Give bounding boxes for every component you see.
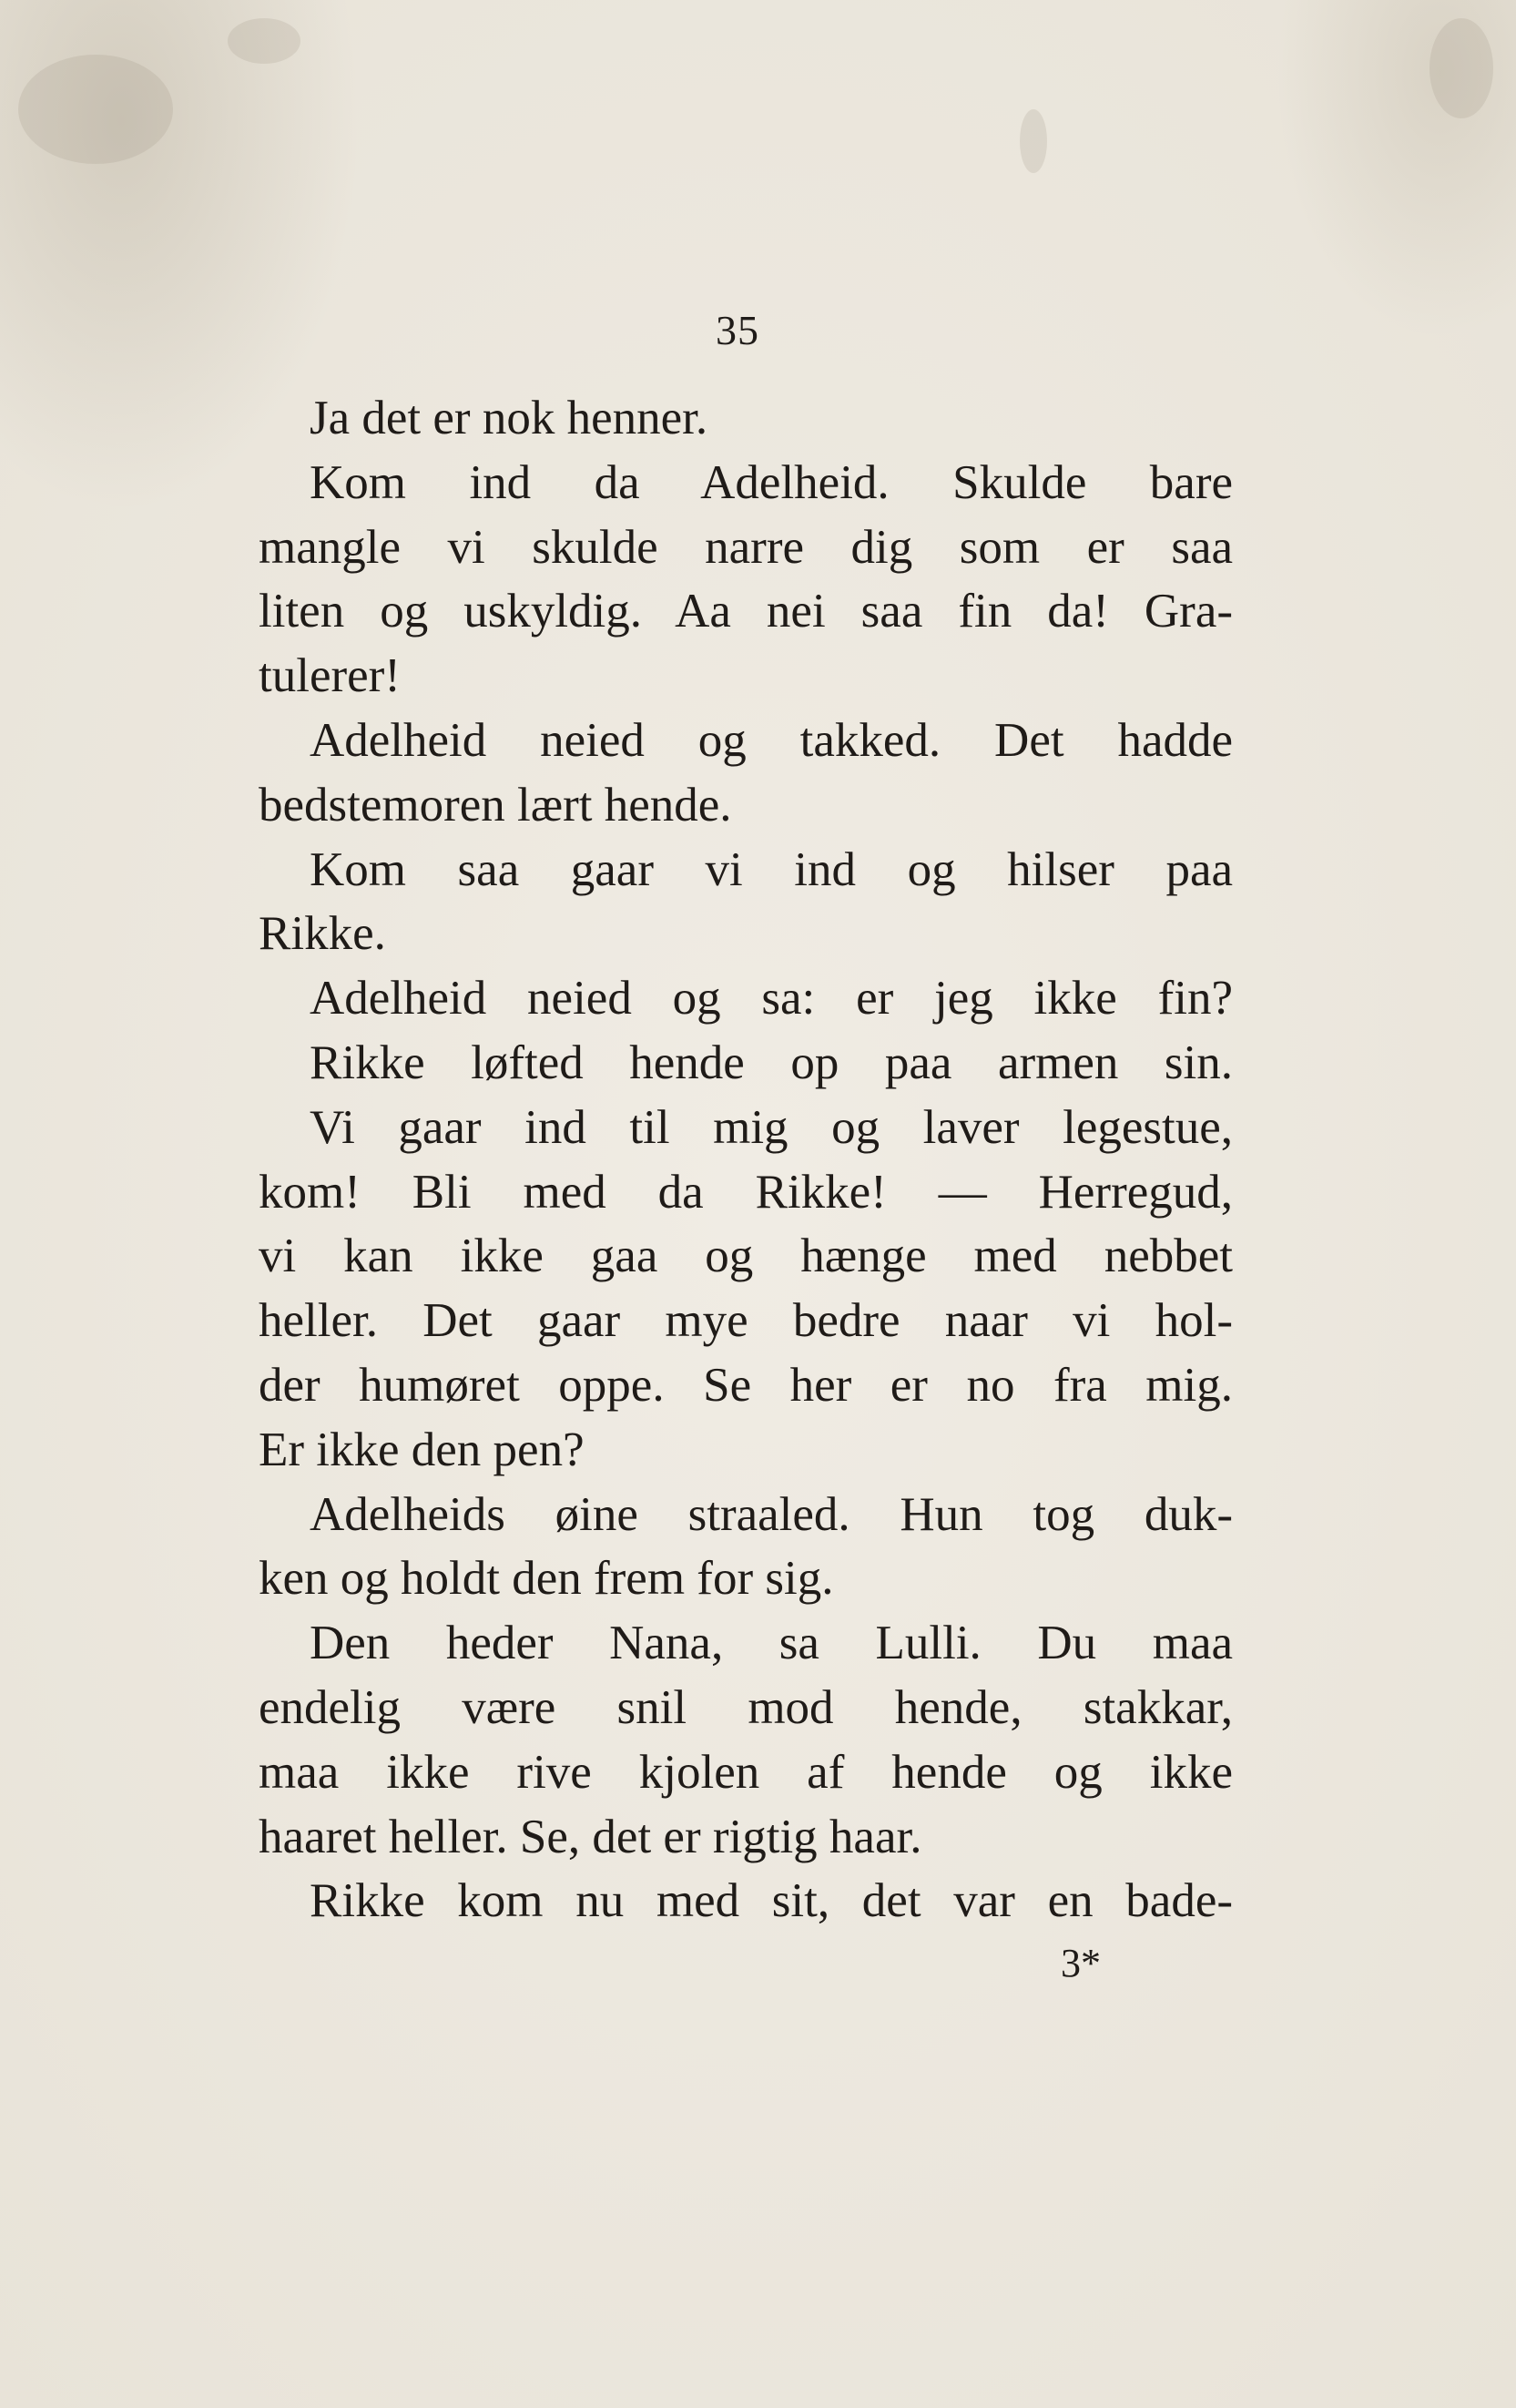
text-line: heller. Det gaar mye bedre naar vi hol- <box>259 1294 1233 1348</box>
text-line: endelig være snil mod hende, stakkar, <box>259 1680 1233 1734</box>
text-line: vi kan ikke gaa og hænge med nebbet <box>259 1230 1233 1283</box>
text-line: Rikke kom nu med sit, det var en bade- <box>310 1874 1233 1928</box>
body-text <box>259 386 1233 1934</box>
page-stain <box>228 18 300 64</box>
text-line: mangle vi skulde narre dig som er saa <box>259 520 1233 574</box>
text-line: Adelheids øine straaled. Hun tog duk- <box>310 1487 1233 1541</box>
text-line: Rikke. <box>259 907 386 961</box>
text-line: maa ikke rive kjolen af hende og ikke <box>259 1745 1233 1799</box>
page-number: 35 <box>716 307 759 353</box>
text-line: ken og holdt den frem for sig. <box>259 1552 834 1606</box>
text-line: haaret heller. Se, det er rigtig haar. <box>259 1810 922 1863</box>
text-line: Rikke løfted hende op paa armen sin. <box>310 1036 1233 1089</box>
text-line: Den heder Nana, sa Lulli. Du maa <box>310 1617 1233 1670</box>
text-line: bedstemoren lært hende. <box>259 778 732 832</box>
page-stain <box>18 55 173 164</box>
text-line: Vi gaar ind til mig og laver legestue, <box>310 1100 1233 1154</box>
text-line: Kom ind da Adelheid. Skulde bare <box>310 455 1233 509</box>
text-line: kom! Bli med da Rikke! — Herregud, <box>259 1165 1233 1219</box>
text-line: Adelheid neied og sa: er jeg ikke fin? <box>310 972 1233 1025</box>
text-line: liten og uskyldig. Aa nei saa fin da! Gra- <box>259 585 1233 638</box>
text-line: Kom saa gaar vi ind og hilser paa <box>310 842 1233 896</box>
signature-mark: 3* <box>1061 1941 1101 1985</box>
text-line: tulerer! <box>259 649 401 703</box>
page-stain <box>1430 18 1493 118</box>
text-line: Adelheid neied og takked. Det hadde <box>310 713 1233 767</box>
text-line: Ja det er nok henner. <box>310 392 708 444</box>
page-stain <box>1020 109 1047 173</box>
text-line: Er ikke den pen? <box>259 1423 585 1476</box>
text-line: der humøret oppe. Se her er no fra mig. <box>259 1358 1233 1412</box>
